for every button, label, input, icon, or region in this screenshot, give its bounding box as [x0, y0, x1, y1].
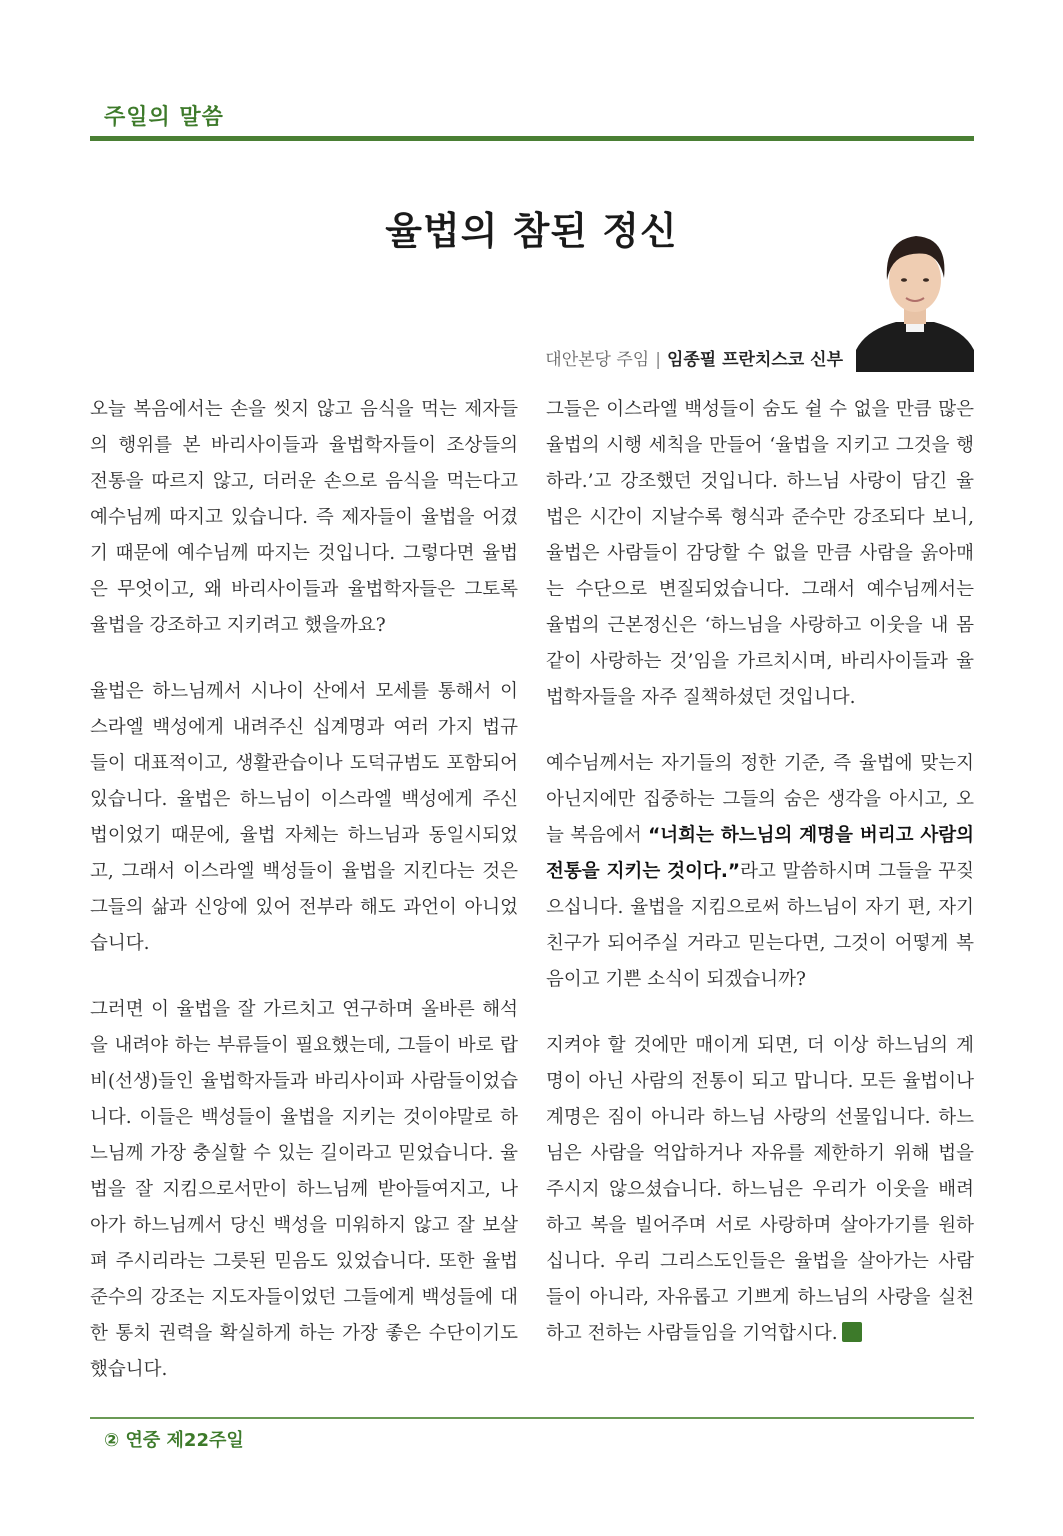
right-paragraph-3-text: 지켜야 할 것에만 매이게 되면, 더 이상 하느님의 계명이 아닌 사람의 전통이 되고 맙니다. 모든 율법이나 계명은 짐이 아니라 하느님 사랑의 선물입니다. 하느님은 사람을 억압하거나 자유를 제한하기 위해 법을 주시지 않으셨습니다. 하느님은 우리가 이웃을 배려하고 복을 빌어주며 서로 사랑하며 살아가기를 원하십니다. 우리 그리스도인들은 율법을 살아가는 사람들이 아니라, 자유롭고 기쁘게 하느님의 사랑을 실천하고 전하는 사람들임을 기억합시다. [546, 1035, 974, 1344]
right-paragraph-3 [546, 1028, 974, 1352]
author-role: 대안본당 주임 [545, 350, 650, 370]
right-paragraph-1: 그들은 이스라엘 백성들이 숨도 쉴 수 없을 만큼 많은 율법의 시행 세칙을 만들어 ‘율법을 지키고 그것을 행하라.’고 강조했던 것입니다. 하느님 사랑이 담긴 율법은 시간이 지날수록 형식과 준수만 강조되다 보니, 율법은 사람들이 감당할 수 없을 만큼 사람을 옭아매는 수단으로 변질되었습니다. 그래서 예수님께서는 율법의 근본정신은 ‘하느님을 사랑하고 이웃을 내 몸같이 사랑하는 것’임을 가르치시며, 바리사이들과 율법학자들을 자주 질책하셨던 것입니다. [546, 399, 974, 708]
author-separator: | [655, 350, 661, 370]
right-paragraph-2-lead: 예수님께서는 자기들의 정한 기준, 즉 율법에 맞는지 아닌지에만 집중하는 그들의 숨은 생각을 아시고, 오늘 복음에서 [546, 753, 974, 846]
left-paragraph-1: 오늘 복음에서는 손을 씻지 않고 음식을 먹는 제자들의 행위를 본 바리사이들과 율법학자들이 조상들의 전통을 따르지 않고, 더러운 손으로 음식을 먹는다고 예수님께 따지고 있습니다. 즉 제자들이 율법을 어겼기 때문에 예수님께 따지는 것입니다. 그렇다면 율법은 무엇이고, 왜 바리사이들과 율법학자들은 그토록 율법을 강조하고 지키려고 했을까요? [90, 399, 518, 636]
author-name: 임종필 프란치스코 신부 [666, 350, 843, 370]
section-label: 주일의 말씀 [104, 105, 224, 130]
scripture-quote: “너희는 하느님의 계명을 버리고 사람의 전통을 지키는 것이다.” [546, 825, 974, 882]
left-column [90, 392, 518, 1418]
right-column [546, 392, 974, 1382]
author-portrait [856, 222, 974, 372]
page-title: 율법의 참된 정신 [385, 209, 678, 253]
end-mark-icon [842, 1322, 862, 1342]
author-byline [545, 345, 843, 370]
page-footer: ② 연중 제22주일 [104, 1430, 244, 1451]
left-paragraph-3: 그러면 이 율법을 잘 가르치고 연구하며 올바른 해석을 내려야 하는 부류들이 필요했는데, 그들이 바로 랍비(선생)들인 율법학자들과 바리사이파 사람들이었습니다. 이들은 백성들이 율법을 지키는 것이야말로 하느님께 가장 충실할 수 있는 길이라고 믿었습니다. 율법을 잘 지킴으로서만이 하느님께 받아들여지고, 나아가 하느님께서 당신 백성을 미워하지 않고 잘 보살펴 주시리라는 그릇된 믿음도 있었습니다. 또한 율법 준수의 강조는 지도자들이었던 그들에게 백성들에 대한 통치 권력을 확실하게 하는 가장 좋은 수단이기도 했습니다. [90, 999, 518, 1380]
right-paragraph-2-tail: 라고 말씀하시며 그들을 꾸짖으십니다. 율법을 지킴으로써 하느님이 자기 편, 자기 친구가 되어주실 거라고 믿는다면, 그것이 어떻게 복음이고 기쁜 소식이 되겠습니까? [546, 861, 974, 990]
right-paragraph-2 [546, 746, 974, 998]
left-paragraph-2: 율법은 하느님께서 시나이 산에서 모세를 통해서 이스라엘 백성에게 내려주신 십계명과 여러 가지 법규들이 대표적이고, 생활관습이나 도덕규범도 포함되어 있습니다. 율법은 하느님이 이스라엘 백성에게 주신 법이었기 때문에, 율법 자체는 하느님과 동일시되었고, 그래서 이스라엘 백성들이 율법을 지킨다는 것은 그들의 삶과 신앙에 있어 전부라 해도 과언이 아니었습니다. [90, 681, 518, 954]
portrait-eye-left [901, 278, 907, 282]
bottom-divider [90, 1417, 974, 1419]
top-divider [90, 136, 974, 141]
portrait-eye-right [923, 278, 929, 282]
